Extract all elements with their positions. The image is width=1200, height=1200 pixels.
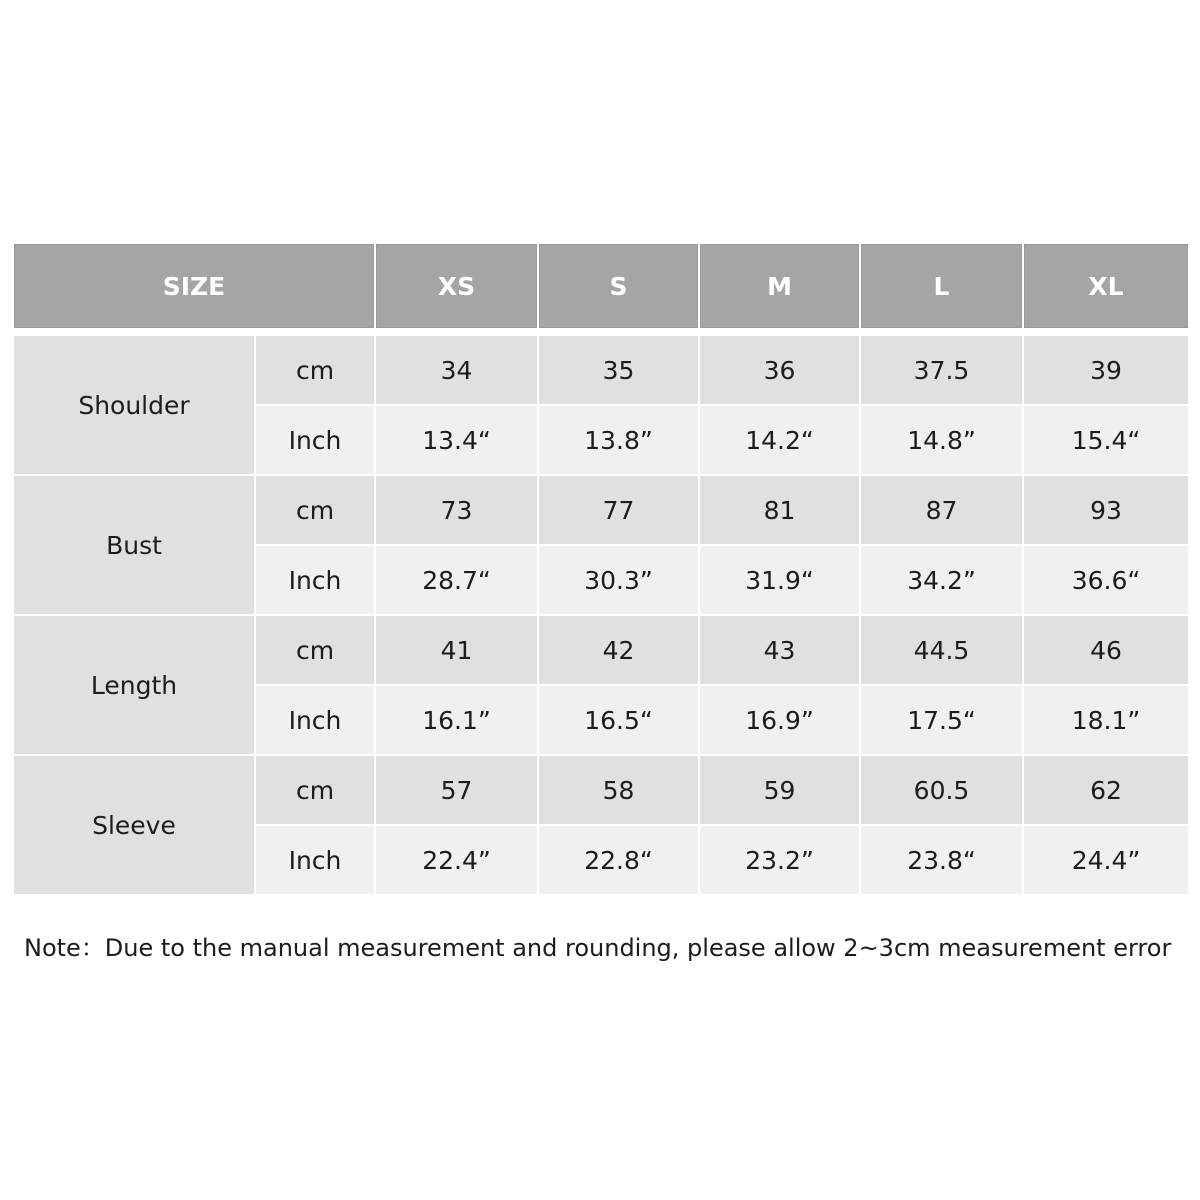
table-cell: 23.2”: [699, 825, 860, 895]
table-cell: 30.3”: [538, 545, 699, 615]
size-chart-table: [12, 242, 1190, 896]
table-cell: 73: [375, 475, 538, 545]
table-cell: 46: [1023, 615, 1189, 685]
measurement-note: Note：Due to the manual measurement and rounding, please allow 2~3cm measurement error: [24, 934, 1172, 962]
table-cell: 16.9”: [699, 685, 860, 755]
table-cell: 23.8“: [860, 825, 1023, 895]
table-cell: 31.9“: [699, 545, 860, 615]
unit-label: Inch: [255, 545, 375, 615]
header-row: [13, 243, 1189, 329]
table-cell: 42: [538, 615, 699, 685]
size-xs-header: XS: [375, 243, 538, 329]
table-row: [13, 615, 1189, 685]
unit-label: cm: [255, 335, 375, 405]
table-cell: 35: [538, 335, 699, 405]
table-row: [13, 475, 1189, 545]
table-cell: 16.1”: [375, 685, 538, 755]
table-cell: 22.8“: [538, 825, 699, 895]
table-cell: 37.5: [860, 335, 1023, 405]
table-cell: 43: [699, 615, 860, 685]
size-s-header: S: [538, 243, 699, 329]
table-row: [13, 755, 1189, 825]
table-cell: 18.1”: [1023, 685, 1189, 755]
table-cell: 57: [375, 755, 538, 825]
unit-label: cm: [255, 755, 375, 825]
unit-label: cm: [255, 615, 375, 685]
row-label-shoulder: Shoulder: [13, 335, 255, 475]
table-cell: 36.6“: [1023, 545, 1189, 615]
table-cell: 16.5“: [538, 685, 699, 755]
unit-label: cm: [255, 475, 375, 545]
table-cell: 34.2”: [860, 545, 1023, 615]
unit-label: Inch: [255, 685, 375, 755]
table-cell: 41: [375, 615, 538, 685]
table-cell: 58: [538, 755, 699, 825]
size-m-header: M: [699, 243, 860, 329]
table-cell: 62: [1023, 755, 1189, 825]
table-cell: 15.4“: [1023, 405, 1189, 475]
unit-label: Inch: [255, 405, 375, 475]
table-row: [13, 335, 1189, 405]
row-label-length: Length: [13, 615, 255, 755]
table-cell: 22.4”: [375, 825, 538, 895]
size-l-header: L: [860, 243, 1023, 329]
table-cell: 87: [860, 475, 1023, 545]
table-cell: 14.8”: [860, 405, 1023, 475]
table-cell: 59: [699, 755, 860, 825]
unit-label: Inch: [255, 825, 375, 895]
size-header: SIZE: [13, 243, 375, 329]
table-cell: 24.4”: [1023, 825, 1189, 895]
table-cell: 93: [1023, 475, 1189, 545]
table-cell: 60.5: [860, 755, 1023, 825]
table-cell: 13.4“: [375, 405, 538, 475]
table-cell: 14.2“: [699, 405, 860, 475]
table-cell: 13.8”: [538, 405, 699, 475]
size-xl-header: XL: [1023, 243, 1189, 329]
table-cell: 36: [699, 335, 860, 405]
table-cell: 39: [1023, 335, 1189, 405]
table-cell: 17.5“: [860, 685, 1023, 755]
row-label-sleeve: Sleeve: [13, 755, 255, 895]
table-cell: 34: [375, 335, 538, 405]
row-label-bust: Bust: [13, 475, 255, 615]
table-cell: 44.5: [860, 615, 1023, 685]
table-cell: 81: [699, 475, 860, 545]
table-cell: 77: [538, 475, 699, 545]
table-cell: 28.7“: [375, 545, 538, 615]
